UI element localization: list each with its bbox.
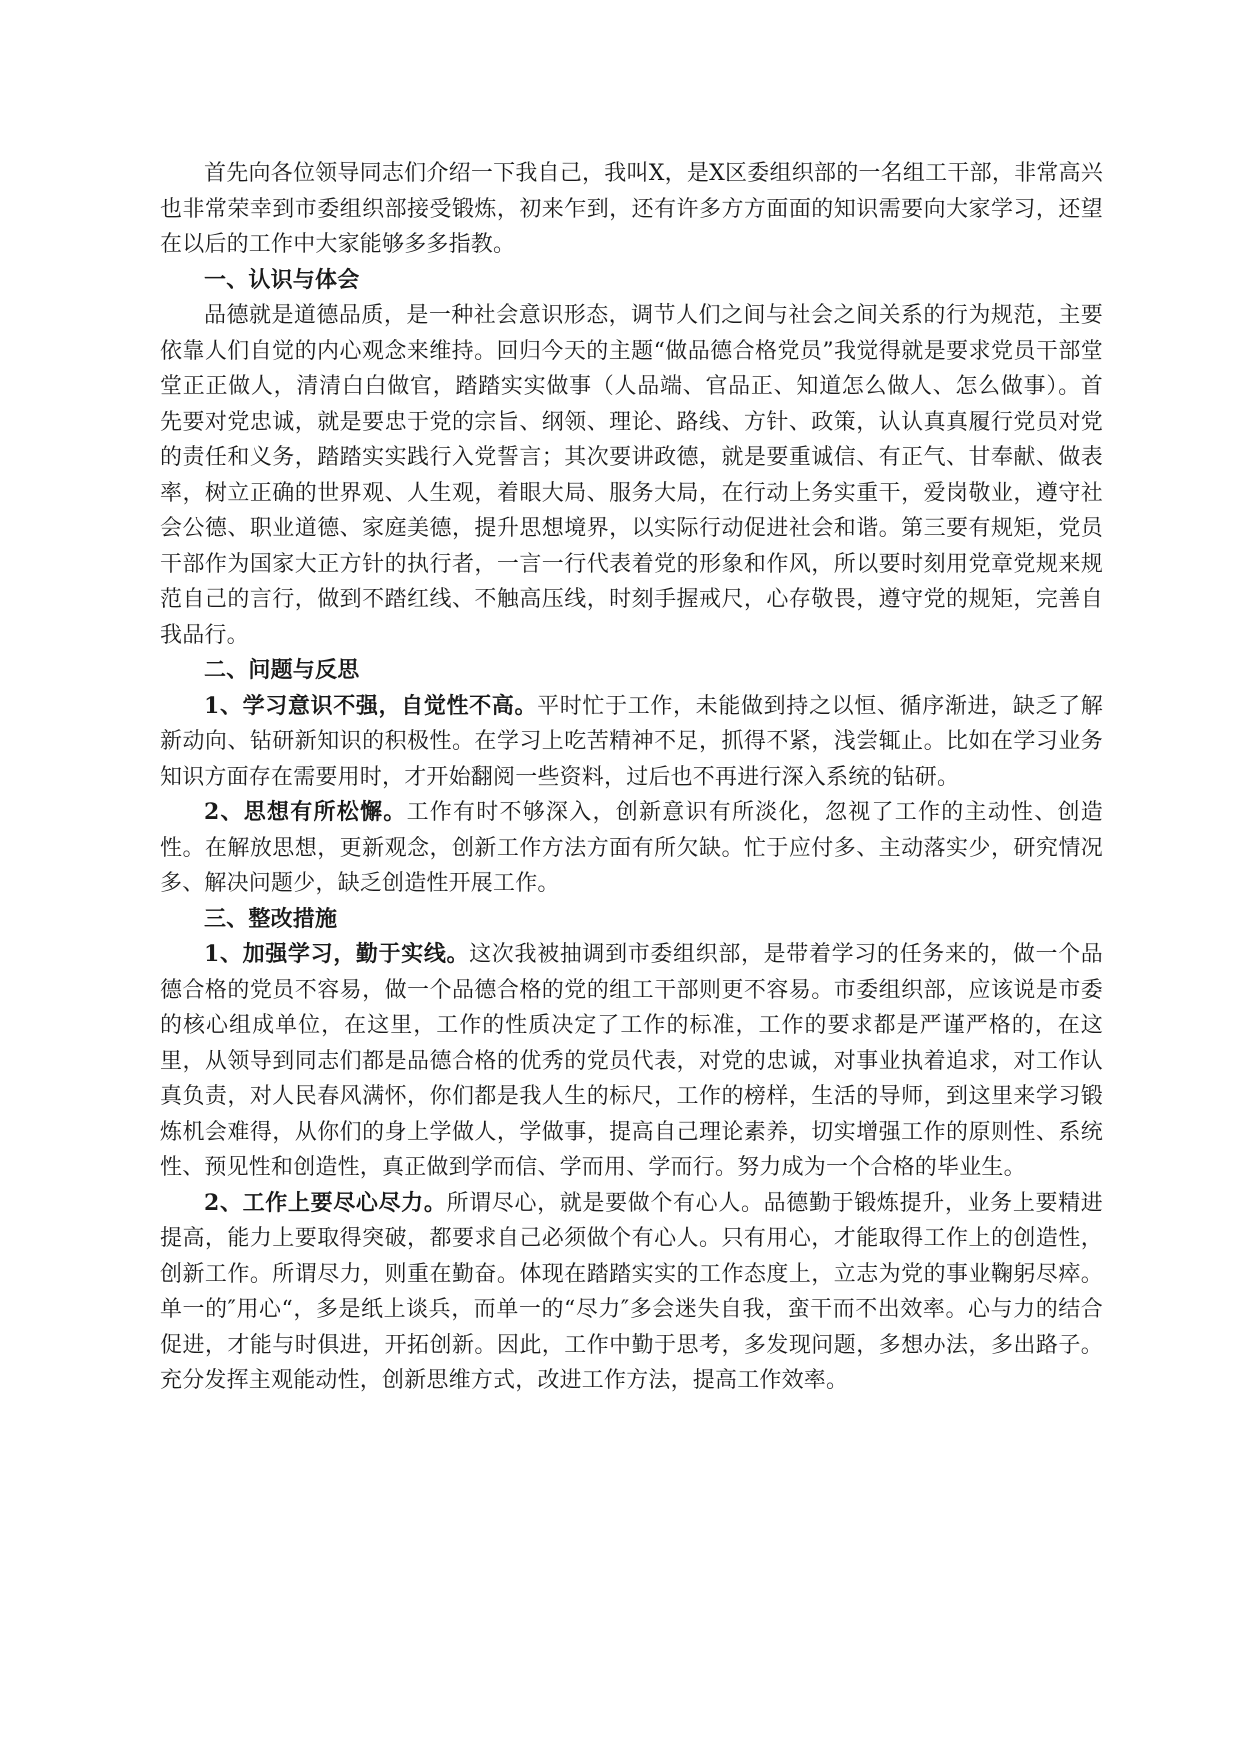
problem-item-2 <box>160 795 1103 902</box>
document-body <box>160 156 1103 1399</box>
section-heading-problems: 二、问题与反思 <box>204 657 360 683</box>
measure-item-2 <box>160 1186 1103 1399</box>
section-heading-measures: 三、整改措施 <box>204 905 338 932</box>
section-body-understanding: 品德就是道德品质，是一种社会意识形态，调节人们之间与社会之间关系的行为规范，主要依靠人们自觉的内心观念来维持。回归今天的主题“做品德合格党员”我觉得就是要求党员干部堂堂正正做人，清清白白做官，踏踏实实做事（人品端、官品正、知道怎么做人、怎么做事）。首先要对党忠诚，就是要忠于党的宗旨、纲领、理论、路线、方针、政策，认认真真履行党员对党的责任和义务，踏踏实实践行入党誓言；其次要讲政德，就是要重诚信、有正气、甘奉献、做表率，树立正确的世界观、人生观，着眼大局、服务大局，在行动上务实重干，爱岗敬业，遵守社会公德、职业道德、家庭美德，提升思想境界，以实际行动促进社会和谐。第三要有规矩，党员干部作为国家大正方针的执行者，一言一行代表着党的形象和作风，所以要时刻用党章党规来规范自己的言行，做到不踏红线、不触高压线，时刻手握戒尺，心存敬畏，遵守党的规矩，完善自我品行。 <box>160 303 1103 648</box>
problem-item-2-lead: 2、思想有所松懈。 <box>204 799 407 825</box>
intro-paragraph: 首先向各位领导同志们介绍一下我自己，我叫X，是X区委组织部的一名组工干部，非常高兴也非常荣幸到市委组织部接受锻炼，初来乍到，还有许多方方面面的知识需要向大家学习，还望在以后的工作中大家能够多多指教。 <box>160 161 1103 257</box>
measure-item-1-text: 这次我被抽调到市委组织部，是带着学习的任务来的，做一个品德合格的党员不容易，做一个品德合格的党的组工干部则更不容易。市委组织部，应该说是市委的核心组成单位，在这里，工作的性质决定了工作的标准，工作的要求都是严谨严格的，在这里，从领导到同志们都是品德合格的优秀的党员代表，对党的忠诚，对事业执着追求，对工作认真负责，对人民春风满怀，你们都是我人生的标尺，工作的榜样，生活的导师，到这里来学习锻炼机会难得，从你们的身上学做人，学做事，提高自己理论素养，切实增强工作的原则性、系统性、预见性和创造性，真正做到学而信、学而用、学而行。努力成为一个合格的毕业生。 <box>160 942 1103 1180</box>
measure-item-2-lead: 2、工作上要尽心尽力。 <box>204 1189 447 1216</box>
problem-item-1-text: 平时忙于工作，未能做到持之以恒、循序渐进，缺乏了解新动向、钻研新知识的积极性。在学习上吃苦精神不足，抓得不紧，浅尝辄止。比如在学习业务知识方面存在需要用时，才开始翻阅一些资料，过后也不再进行深入系统的钻研。 <box>160 693 1103 790</box>
problem-item-2-text: 工作有时不够深入，创新意识有所淡化，忽视了工作的主动性、创造性。在解放思想，更新观念，创新工作方法方面有所欠缺。忙于应付多、主动落实少，研究情况多、解决问题少，缺乏创造性开展工作。 <box>160 800 1103 896</box>
measure-item-1-lead: 1、加强学习，勤于实线。 <box>204 941 470 967</box>
problem-item-1-lead: 1、学习意识不强，自觉性不高。 <box>204 692 538 719</box>
measure-item-1 <box>160 937 1103 1186</box>
measure-item-2-text: 所谓尽心，就是要做个有心人。品德勤于锻炼提升，业务上要精进提高，能力上要取得突破，都要求自己必须做个有心人。只有用心，才能取得工作上的创造性，创新工作。所谓尽力，则重在勤奋。体现在踏踏实实的工作态度上，立志为党的事业鞠躬尽瘁。单一的″用心“，多是纸上谈兵，而单一的“尽力″多会迷失自我，蛮干而不出效率。心与力的结合促进，才能与时俱进，开拓创新。因此，工作中勤于思考，多发现问题，多想办法，多出路子。充分发挥主观能动性，创新思维方式，改进工作方法，提高工作效率。 <box>160 1190 1103 1393</box>
problem-item-1 <box>160 689 1103 796</box>
section-heading-understanding: 一、认识与体会 <box>204 266 360 293</box>
